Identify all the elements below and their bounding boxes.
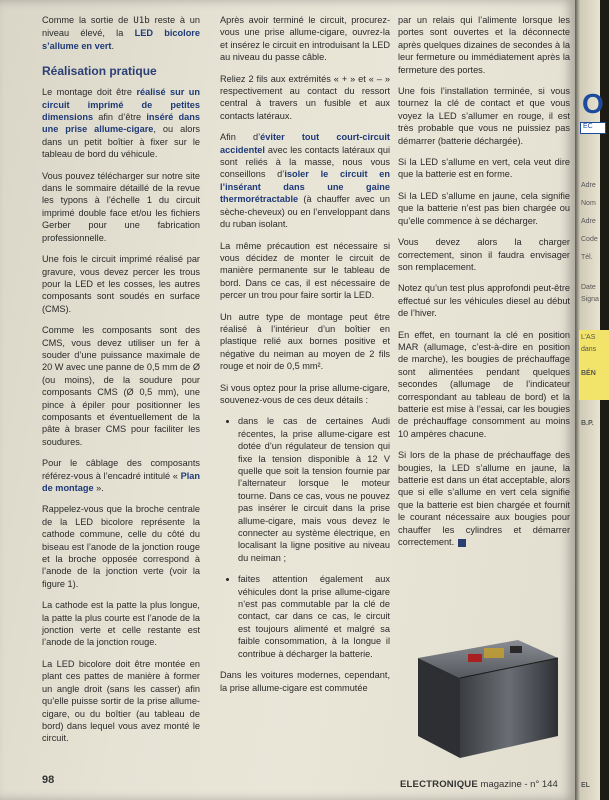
paragraph: Comme la sortie de U1b reste à un niveau élevé, la LED bicolore s’allume en vert. — [42, 15, 200, 51]
adjacent-page-tab — [580, 122, 606, 134]
adjacent-fragment: Adre — [581, 182, 596, 189]
paragraph: Pour le câblage des composants référez-vous à l’encadré intitulé « Plan de montage ». — [42, 458, 200, 493]
adjacent-fragment: Tél. — [581, 254, 593, 261]
adjacent-fragment: BÉN — [581, 370, 596, 377]
car-battery-image — [398, 618, 566, 768]
paragraph: Comme les composants sont des CMS, vous devez utiliser un fer à souder d’une puissance maximale de 20 W avec une panne de 0,5 mm de Ø (ou moins), de la soudure pour composants CMS (Ø 0,5 mm), une pince à épiler pour positionner les composants et éventuellement de la pâte à braser CMS pour faciliter les soudures. — [42, 325, 200, 447]
adjacent-page-strip — [575, 0, 604, 800]
paragraph: Afin d’éviter tout court-circuit accidentel avec les contacts latéraux qui sont reliés à la masse, nous vous conseillons d’isoler le circuit en l’insérant dans une gaine thermorétractable (à chauffer avec un sèche-cheveux) ou en l’enveloppant dans du ruban isolant. — [220, 132, 390, 230]
paragraph: Vous devez alors la charger correctement, sinon il faudra envisager son remplacement. — [398, 237, 570, 272]
paragraph: Vous pouvez télécharger sur notre site dans le sommaire détaillé de la revue les typons à l’échelle 1 du circuit imprimé double face et/ou les fichiers Gerber pour une fabrication professionnelle. — [42, 170, 200, 243]
paragraph: La même précaution est nécessaire si vous décidez de monter le circuit de manière permanente sur le tableau de bord. Dans ce cas, il est nécessaire de percer un trou pour faire sortir la LED. — [220, 240, 390, 301]
list-item: • dans le cas de certaines Audi récentes, la prise allume-cigare est dotée d’un régulateur de tension qui fixe la tension disponible à 12 V quelle que soit la tension fournie par l’alternateur lorsque le moteur tourne. Dans ce cas, vous ne pouvez pas insérer le circuit dans la prise allume-cigare, mais vous devez le connecter au système électrique, en localisant la ligne positive au niveau du neiman ; — [238, 415, 390, 564]
paragraph: Notez qu’un test plus approfondi peut-être effectué sur les véhicules diesel au début de l’hiver. — [398, 283, 570, 319]
paragraph: Après avoir terminé le circuit, procurez-vous une prise allume-cigare, ouvrez-la et insérez le circuit en introduisant la LED au niveau du passe câble. — [220, 15, 390, 63]
adjacent-fragment: Nom — [581, 200, 596, 207]
adjacent-fragment: dans — [581, 346, 597, 353]
page-number: 98 — [42, 774, 55, 786]
adjacent-page-letter: O — [582, 88, 604, 119]
section-heading: Réalisation pratique — [42, 64, 157, 79]
paragraph: par un relais qui l’alimente lorsque les portes sont ouvertes et la déconnecte après quelques dizaines de secondes à la leur fermeture ou immédiatement après la fermeture des portes. — [398, 15, 570, 75]
paragraph: Un autre type de montage peut être réalisé à l’intérieur d’un boîtier en plastique relié aux bornes positive et négative du neiman au moyen de 2 fils rouge et noir de 0,5 mm². — [220, 311, 390, 372]
paragraph: En effet, en tournant la clé en position MAR (allumage, c’est-à-dire en position de marche), les bougies de préchauffage sont alimentées pendant quelques secondes (allumage de l’indicateur correspondant au tableau de bord) et la batterie est mise à l’essai, car les bougies de préchauffage consomment au moins 10 ampères chacune. — [398, 329, 570, 439]
magazine-footer: ELECTRONIQUE magazine - n° 144 — [400, 779, 558, 790]
paragraph: Une fois le circuit imprimé réalisé par gravure, vous devez percer les trous pour la LED et les cosses, les autres composants sont soudés en surface (CMS). — [42, 254, 200, 314]
adjacent-tab-label: EC — [583, 123, 593, 130]
paragraph: Une fois l’installation terminée, si vous tournez la clé de contact et que vous voyez la LED s’allumer en rouge, il est très probable que vous ne puissiez pas démarrer (batterie déchargée). — [398, 86, 570, 146]
paragraph: Dans les voitures modernes, cependant, la prise allume-cigare est commutée — [220, 670, 390, 693]
adjacent-fragment: EL — [581, 782, 590, 789]
paragraph: Le montage doit être réalisé sur un circuit imprimé de petites dimensions afin d’être inséré dans une prise allume-cigare, ou alors dans un petit boîtier à fixer sur le tableau de bord du véhicule. — [42, 87, 200, 160]
text-column-1 — [42, 14, 200, 760]
paragraph: Reliez 2 fils aux extrémités « + » et « – » respectivement au contact du ressort central à travers un fusible et aux contacts latéraux. — [220, 73, 390, 121]
bullet-list — [220, 415, 390, 660]
adjacent-fragment: Date — [581, 284, 596, 291]
adjacent-fragment: Signa — [581, 296, 599, 303]
text-column-3 — [398, 14, 570, 610]
text-column-2 — [220, 14, 390, 760]
paragraph: La LED bicolore doit être montée en plant ces pattes de manière à former un angle droit (sans les casser) afin qu’elle puisse sortir de la prise allume-cigare, ou du boîtier (au tableau de bord) dans lequel vous avez monté le circuit. — [42, 658, 200, 744]
paragraph: Rappelez-vous que la broche centrale de la LED bicolore représente la cathode commune, celle du côté du biseau est l’anode de la jonction rouge et la broche opposée correspond à l’anode de la jonction verte (voir la figure 1). — [42, 504, 200, 589]
adjacent-fragment: Adre — [581, 218, 596, 225]
adjacent-fragment: L’AS — [581, 334, 596, 341]
adjacent-fragment: Code — [581, 236, 598, 243]
paragraph: Si vous optez pour la prise allume-cigare, souvenez-vous de ces deux détails : — [220, 382, 390, 405]
adjacent-fragment: B.P. — [581, 420, 594, 427]
paragraph: Si la LED s’allume en jaune, cela signifie que la batterie n’est pas bien chargée ou qu’elle commence à se décharger. — [398, 190, 570, 226]
paragraph: Si la LED s’allume en vert, cela veut dire que la batterie est en forme. — [398, 157, 570, 180]
paragraph: La cathode est la patte la plus longue, la patte la plus courte est l’anode de la jonction verte et celle restante est l’anode de la jonction rouge. — [42, 600, 200, 648]
end-of-article-mark — [458, 539, 466, 547]
paragraph: Si lors de la phase de préchauffage des bougies, la LED s’allume en jaune, la batterie est dans un état acceptable, alors que si elle s’allume en vert cela signifie que la batterie est bien chargée et fournit le courant nécessaire aux bougies pour chauffer les cylindres et démarrer correctement. — [398, 450, 570, 548]
list-item: • faites attention également aux véhicules dont la prise allume-cigare n’est pas commutable par la clé de contact, car dans ce cas, le circuit est toujours alimenté et malgré sa faible consommation, à la longue il contribue à décharger la batterie. — [238, 573, 390, 660]
